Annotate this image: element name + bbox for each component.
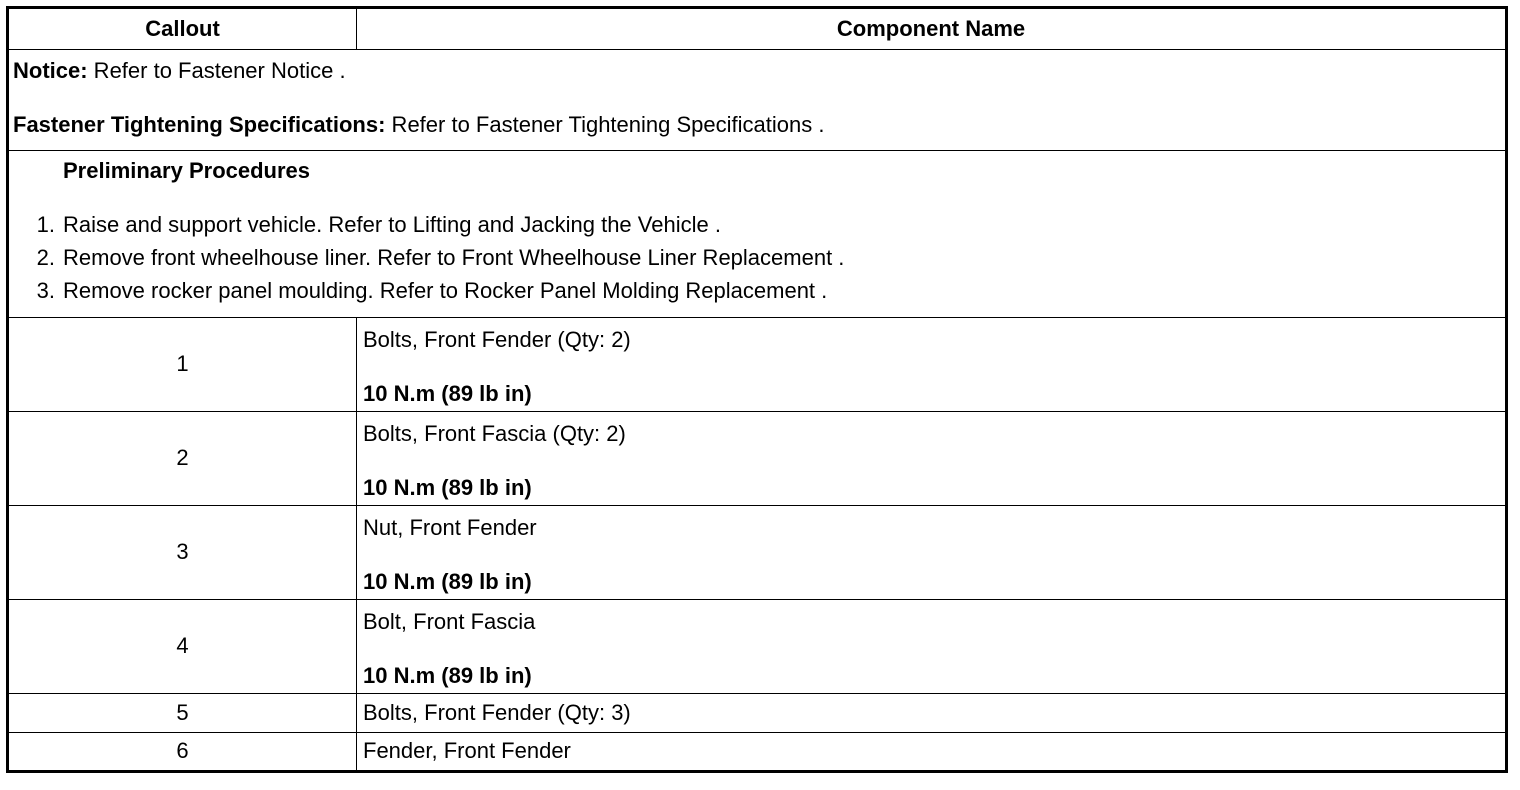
torque-spec: 10 N.m (89 lb in) — [363, 569, 532, 595]
component-cell — [357, 318, 1507, 412]
callout-number: 6 — [8, 733, 357, 772]
callout-number: 1 — [8, 318, 357, 412]
component-table — [6, 6, 1508, 773]
table-row — [8, 733, 1507, 772]
torque-spec: 10 N.m (89 lb in) — [363, 381, 532, 407]
torque-spec: 10 N.m (89 lb in) — [363, 475, 532, 501]
notice-label: Notice: — [13, 58, 88, 83]
callout-number: 2 — [8, 412, 357, 506]
step-number: 3. — [36, 278, 55, 304]
step-text: Remove rocker panel moulding. Refer to Rocker Panel Molding Replacement . — [63, 278, 828, 304]
component-cell — [357, 600, 1507, 694]
notice-text: Refer to Fastener Notice . — [87, 58, 346, 83]
callout-header: Callout — [8, 8, 357, 50]
component-name: Fender, Front Fender — [357, 733, 1507, 772]
preliminary-row — [8, 151, 1507, 318]
step-number: 1. — [36, 212, 55, 238]
callout-number: 5 — [8, 694, 357, 733]
step-text: Remove front wheelhouse liner. Refer to Front Wheelhouse Liner Replacement . — [63, 245, 845, 271]
preliminary-title: Preliminary Procedures — [63, 158, 311, 183]
step-item — [9, 278, 1505, 311]
notice-cell — [8, 50, 1507, 151]
table-row — [8, 694, 1507, 733]
spec-label: Fastener Tightening Specifications: — [13, 112, 386, 138]
table-row — [8, 506, 1507, 600]
component-name: Bolts, Front Fascia (Qty: 2) — [363, 421, 626, 446]
notice-row — [8, 50, 1507, 151]
step-item — [9, 212, 1505, 245]
component-name-header: Component Name — [357, 8, 1507, 50]
component-name: Bolt, Front Fascia — [363, 609, 536, 634]
table-row — [8, 412, 1507, 506]
step-text: Raise and support vehicle. Refer to Lifting and Jacking the Vehicle . — [63, 212, 721, 238]
table-header-row — [8, 8, 1507, 50]
notice-line — [13, 58, 1499, 84]
table-row — [8, 318, 1507, 412]
step-item — [9, 245, 1505, 278]
table-row — [8, 600, 1507, 694]
callout-number: 3 — [8, 506, 357, 600]
spec-text: Refer to Fastener Tightening Specifications . — [385, 112, 825, 138]
component-cell — [357, 412, 1507, 506]
step-number: 2. — [36, 245, 55, 271]
preliminary-steps — [9, 212, 1505, 311]
component-name: Bolts, Front Fender (Qty: 3) — [357, 694, 1507, 733]
torque-spec: 10 N.m (89 lb in) — [363, 663, 532, 689]
preliminary-cell — [8, 151, 1507, 318]
component-name: Bolts, Front Fender (Qty: 2) — [363, 327, 631, 352]
component-name: Nut, Front Fender — [363, 515, 537, 540]
component-cell — [357, 506, 1507, 600]
spec-line — [13, 112, 1499, 138]
callout-number: 4 — [8, 600, 357, 694]
